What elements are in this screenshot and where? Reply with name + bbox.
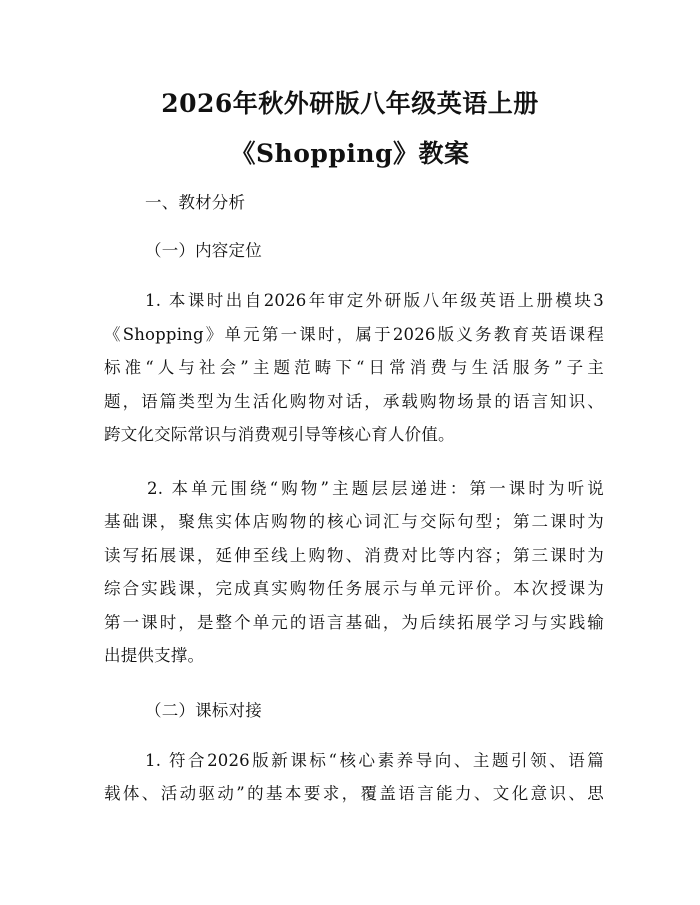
paragraph-line: 1. 符合2026版新课标“核心素养导向、主题引领、语篇 — [145, 751, 604, 770]
paragraph-line: 基础课，聚焦实体店购物的核心词汇与交际句型；第二课时为 — [104, 512, 604, 531]
paragraph-line: 读写拓展课，延伸至线上购物、消费对比等内容；第三课时为 — [104, 546, 604, 565]
subsection-heading-curriculum-alignment: （二）课标对接 — [145, 701, 262, 720]
document-title-line1: 2026年秋外研版八年级英语上册 — [161, 89, 539, 118]
paragraph-line: 《Shopping》单元第一课时，属于2026版义务教育英语课程 — [104, 325, 604, 344]
paragraph-line: 2. 本单元围绕“购物”主题层层递进：第一课时为听说 — [147, 479, 604, 498]
paragraph-line: 综合实践课，完成真实购物任务展示与单元评价。本次授课为 — [104, 579, 604, 598]
paragraph-line: 跨文化交际常识与消费观引导等核心育人价值。 — [104, 425, 455, 444]
document-title-line2: 《Shopping》教案 — [230, 139, 470, 168]
paragraph-line: 出提供支撑。 — [104, 646, 205, 665]
section-heading-textbook-analysis: 一、教材分析 — [145, 193, 246, 212]
paragraph-line: 1. 本课时出自2026年审定外研版八年级英语上册模块3 — [145, 291, 604, 310]
paragraph-line: 题，语篇类型为生活化购物对话，承载购物场景的语言知识、 — [104, 392, 604, 411]
paragraph-line: 第一课时，是整个单元的语言基础，为后续拓展学习与实践输 — [104, 613, 604, 632]
subsection-heading-content-positioning: （一）内容定位 — [145, 241, 262, 260]
paragraph-line: 载体、活动驱动”的基本要求，覆盖语言能力、文化意识、思 — [104, 784, 604, 803]
paragraph-line: 标准“人与社会”主题范畴下“日常消费与生活服务”子主 — [104, 358, 604, 377]
